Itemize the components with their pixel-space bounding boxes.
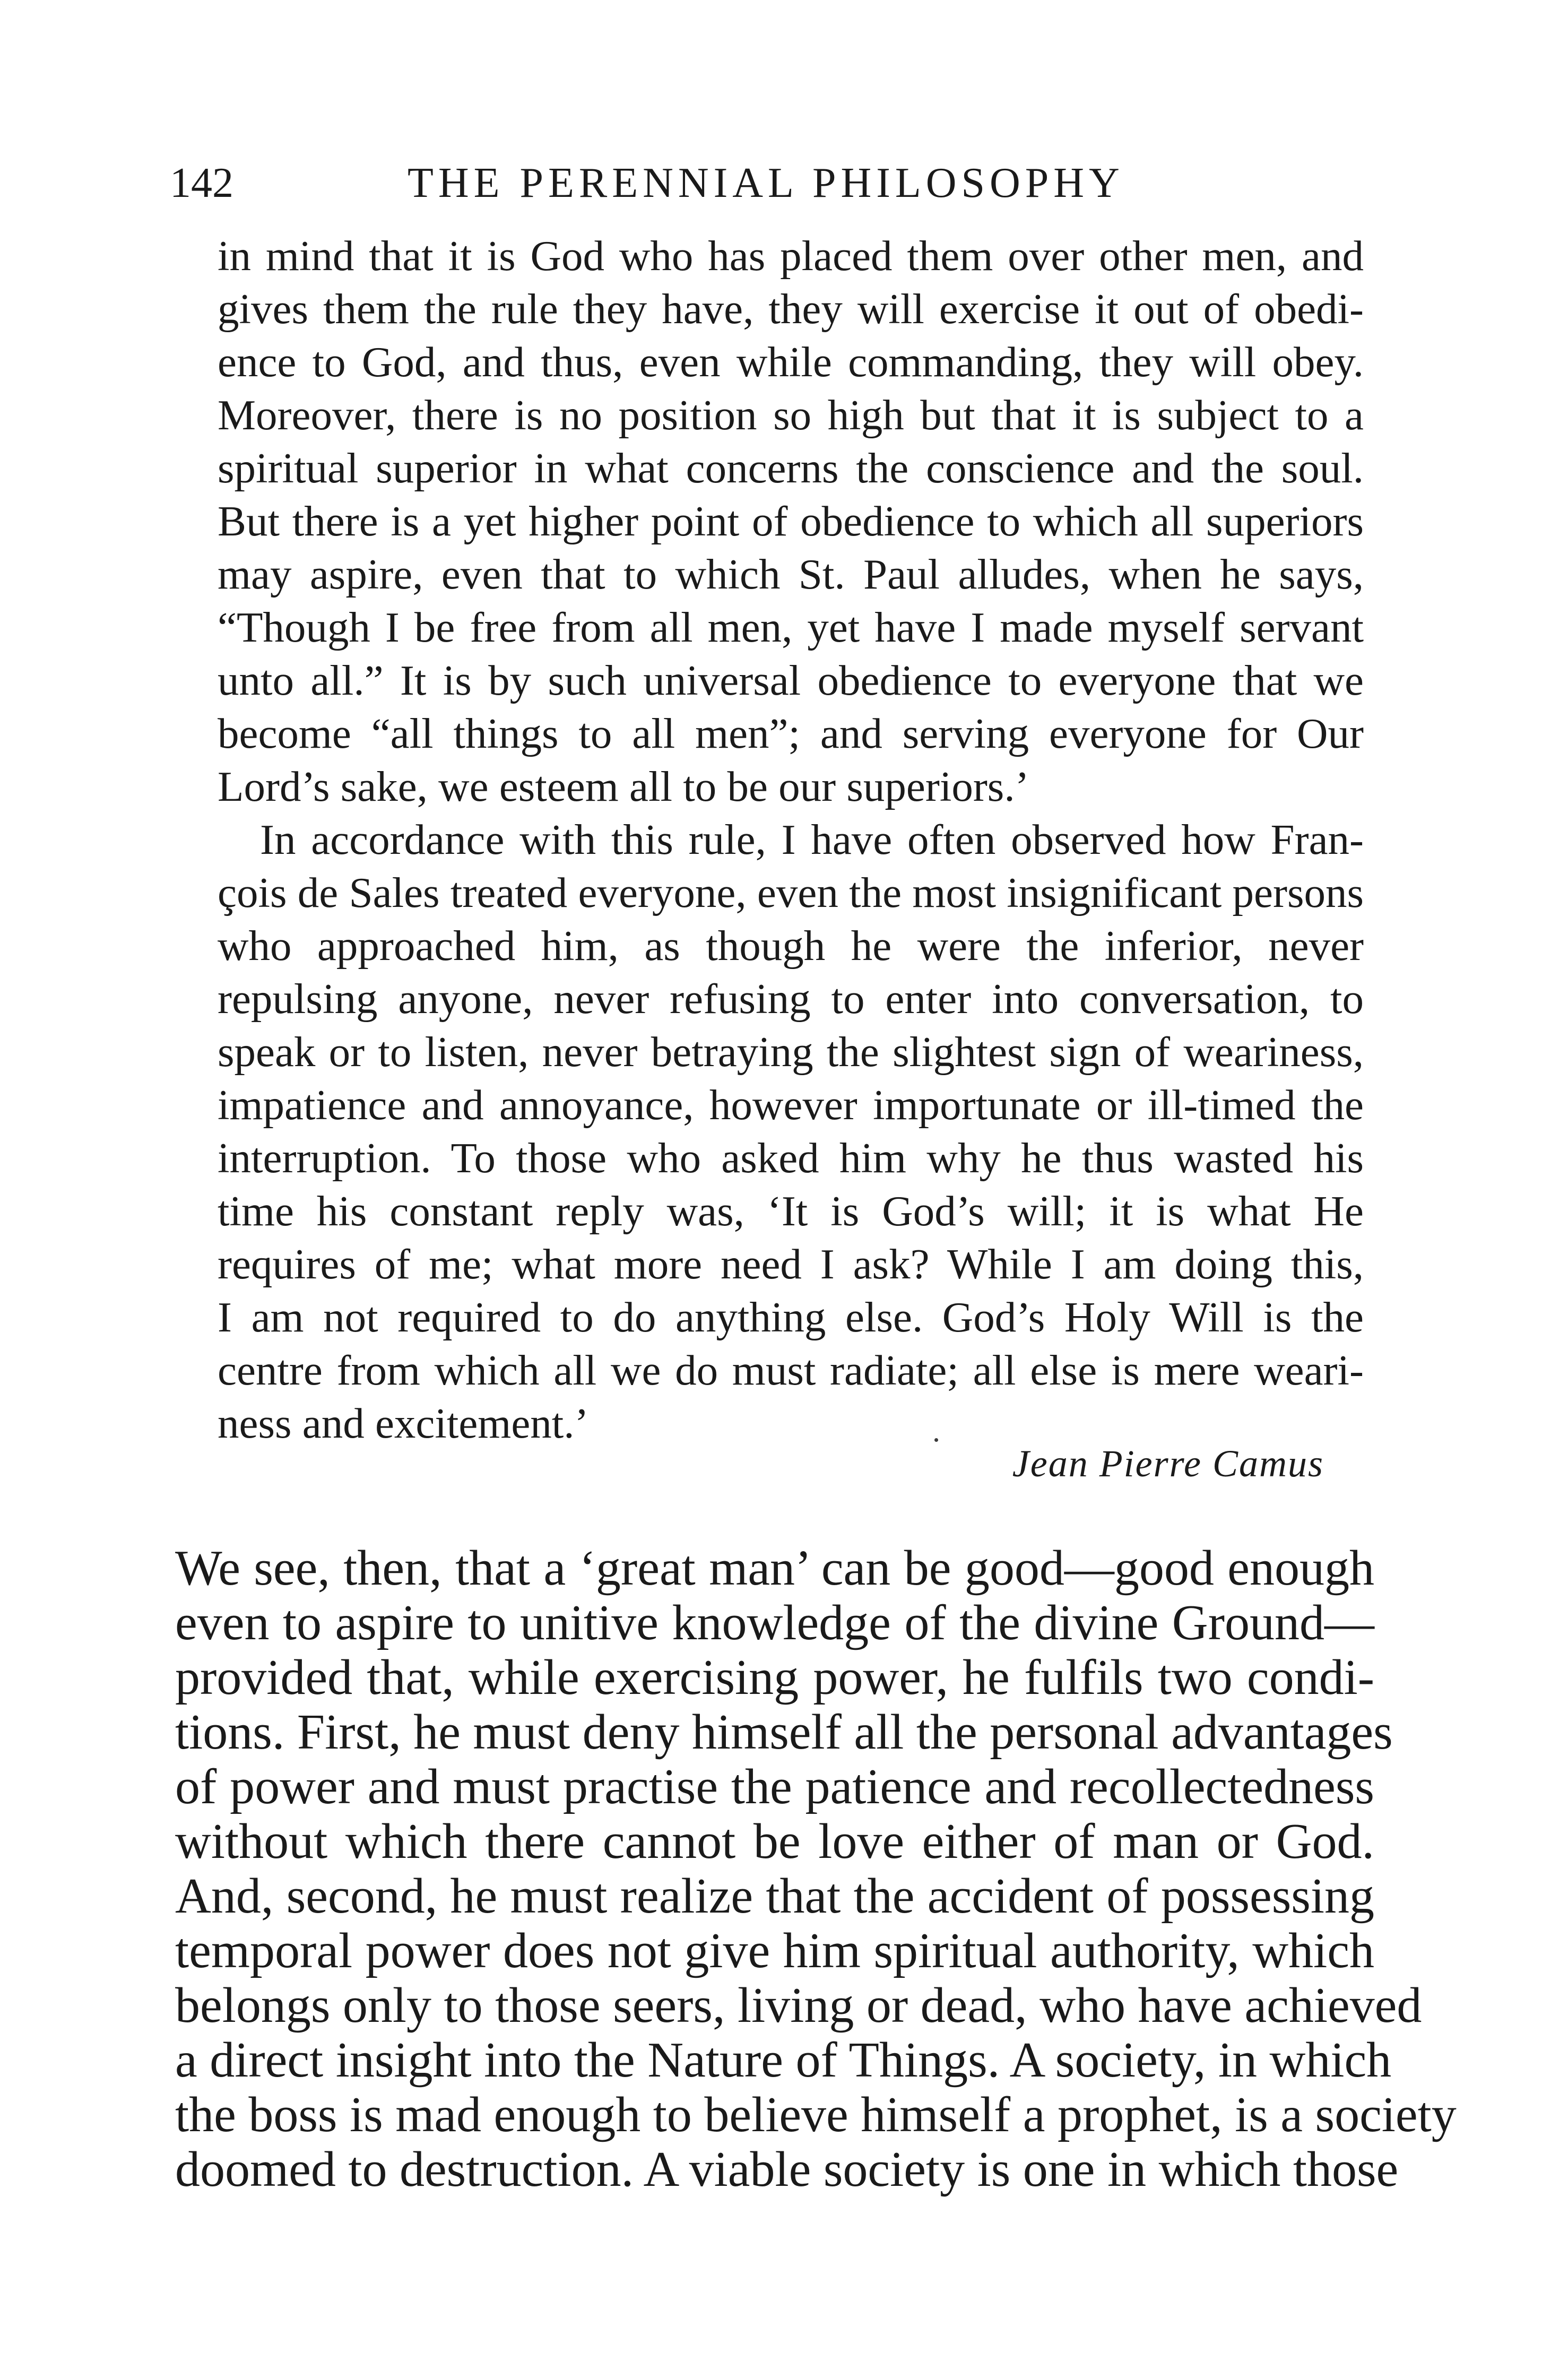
body-line: tions. First, he must deny himself all the personal advantages — [175, 1705, 1393, 1760]
quote-line: unto all.” It is by such universal obedience to everyone that we — [218, 656, 1364, 704]
body-line: of power and must practise the patience and recollectedness — [175, 1759, 1374, 1814]
quote-line: ness and excitement.’ — [218, 1399, 589, 1447]
running-head — [0, 154, 1568, 212]
quote-line: speak or to listen, never betraying the slightest sign of weariness, — [218, 1028, 1364, 1076]
quote-line: In accordance with this rule, I have often observed how Fran- — [260, 816, 1364, 863]
quote-line: interruption. To those who asked him why he thus wasted his — [218, 1134, 1364, 1182]
body-line: the boss is mad enough to believe himself a prophet, is a society — [175, 2087, 1457, 2142]
body-line: doomed to destruction. A viable society is one in which those — [175, 2142, 1399, 2197]
body-line: even to aspire to unitive knowledge of the divine Ground— — [175, 1595, 1374, 1650]
body-line: a direct insight into the Nature of Things. A society, in which — [175, 2032, 1392, 2088]
quote-line: “Though I be free from all men, yet have I made myself servant — [218, 603, 1364, 651]
quote-line: Lord’s sake, we esteem all to be our superiors.’ — [218, 763, 1029, 810]
body-paragraph — [175, 1541, 1457, 2197]
quote-line: ence to God, and thus, even while commanding, they will obey. — [218, 338, 1364, 386]
quoted-passage — [218, 229, 1364, 1450]
quote-line: who approached him, as though he were the inferior, never — [218, 922, 1364, 970]
quote-line: çois de Sales treated everyone, even the most insignificant persons — [218, 869, 1364, 916]
quote-line: time his constant reply was, ‘It is God’s will; it is what He — [218, 1187, 1364, 1235]
quote-line: spiritual superior in what concerns the conscience and the soul. — [218, 444, 1364, 492]
body-line: provided that, while exercising power, he fulfils two condi- — [175, 1650, 1374, 1705]
quote-line: centre from which all we do must radiate; all else is mere weari- — [218, 1346, 1364, 1394]
quote-attribution: Jean Pierre Camus — [1012, 1442, 1324, 1485]
body-line: And, second, he must realize that the accident of possessing — [175, 1869, 1374, 1924]
print-speck — [934, 1438, 938, 1442]
quote-line: gives them the rule they have, they will exercise it out of obedi- — [218, 285, 1364, 333]
quote-line: impatience and annoyance, however importunate or ill-timed the — [218, 1081, 1364, 1129]
body-line: temporal power does not give him spiritual authority, which — [175, 1923, 1374, 1978]
body-line: without which there cannot be love either of man or God. — [175, 1814, 1374, 1869]
quote-line: Moreover, there is no position so high but that it is subject to a — [218, 391, 1364, 439]
page-number: 142 — [170, 160, 233, 206]
quote-line: I am not required to do anything else. God’s Holy Will is the — [218, 1293, 1364, 1341]
body-line: belongs only to those seers, living or dead, who have achieved — [175, 1978, 1422, 2033]
quote-line: But there is a yet higher point of obedience to which all superiors — [218, 497, 1364, 545]
quote-line: in mind that it is God who has placed them over other men, and — [218, 232, 1364, 280]
quote-line: become “all things to all men”; and serving everyone for Our — [218, 710, 1364, 757]
running-title: THE PERENNIAL PHILOSOPHY — [408, 160, 1124, 206]
body-line: We see, then, that a ‘great man’ can be good—good enough — [175, 1541, 1374, 1596]
quote-line: may aspire, even that to which St. Paul alludes, when he says, — [218, 550, 1364, 598]
quote-line: requires of me; what more need I ask? While I am doing this, — [218, 1240, 1364, 1288]
quote-line: repulsing anyone, never refusing to enter into conversation, to — [218, 975, 1364, 1023]
